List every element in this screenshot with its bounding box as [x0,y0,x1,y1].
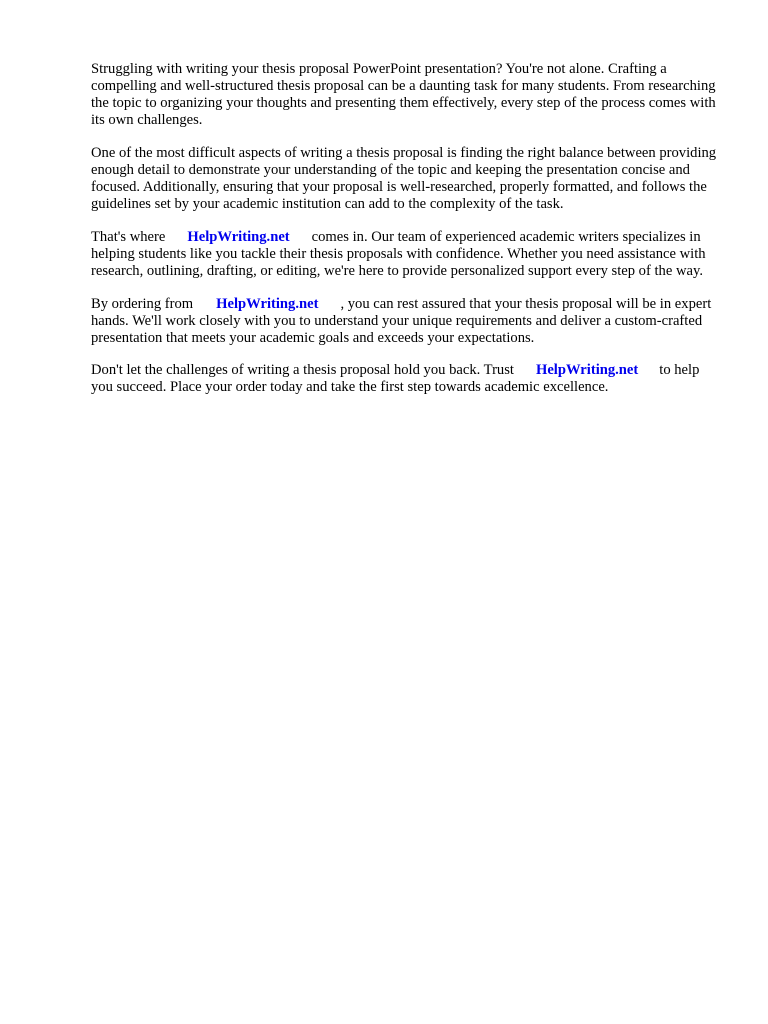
service-paragraph-rest: comes in. Our team of experienced academic writers specializes in helping students like you tackle their thesis proposals with confidence. Whether you need assistance with research, outlining, drafting, or editing, we're here to provide personalized support every step of the way. [91,228,706,279]
closing-paragraph-rest: to help you succeed. Place your order today and take the first step towards academic excellence. [91,362,700,396]
document-page [91,61,721,412]
ordering-paragraph-rest: , you can rest assured that your thesis proposal will be in expert hands. We'll work closely with you to understand your unique requirements and deliver a custom-crafted presentation that meets your academic goals and exceeds your expectations. [91,295,712,346]
difficulty-paragraph: One of the most difficult aspects of writing a thesis proposal is finding the right balance between providing enough detail to demonstrate your understanding of the topic and keeping the presentation concise and focused. Additionally, ensuring that your proposal is well-researched, properly formatted, and follows the guidelines set by your academic institution can add to the complexity of the task. [91,144,717,213]
helpwriting-link[interactable]: HelpWriting.net [187,228,290,245]
closing-paragraph [91,362,721,396]
ordering-paragraph-lead: By ordering from [91,295,194,312]
service-paragraph-lead: That's where [91,228,166,245]
service-paragraph [91,229,721,280]
ordering-paragraph [91,296,721,347]
helpwriting-link[interactable]: HelpWriting.net [216,295,319,312]
helpwriting-link[interactable]: HelpWriting.net [535,362,639,379]
intro-paragraph: Struggling with writing your thesis proposal PowerPoint presentation? You're not alone. Crafting a compelling and well-structured thesis proposal can be a daunting task for many students. From researching the topic to organizing your thoughts and presenting them effectively, every step of the process comes with its own challenges. [91,61,716,129]
closing-paragraph-lead: Don't let the challenges of writing a thesis proposal hold you back. Trust [91,362,514,379]
